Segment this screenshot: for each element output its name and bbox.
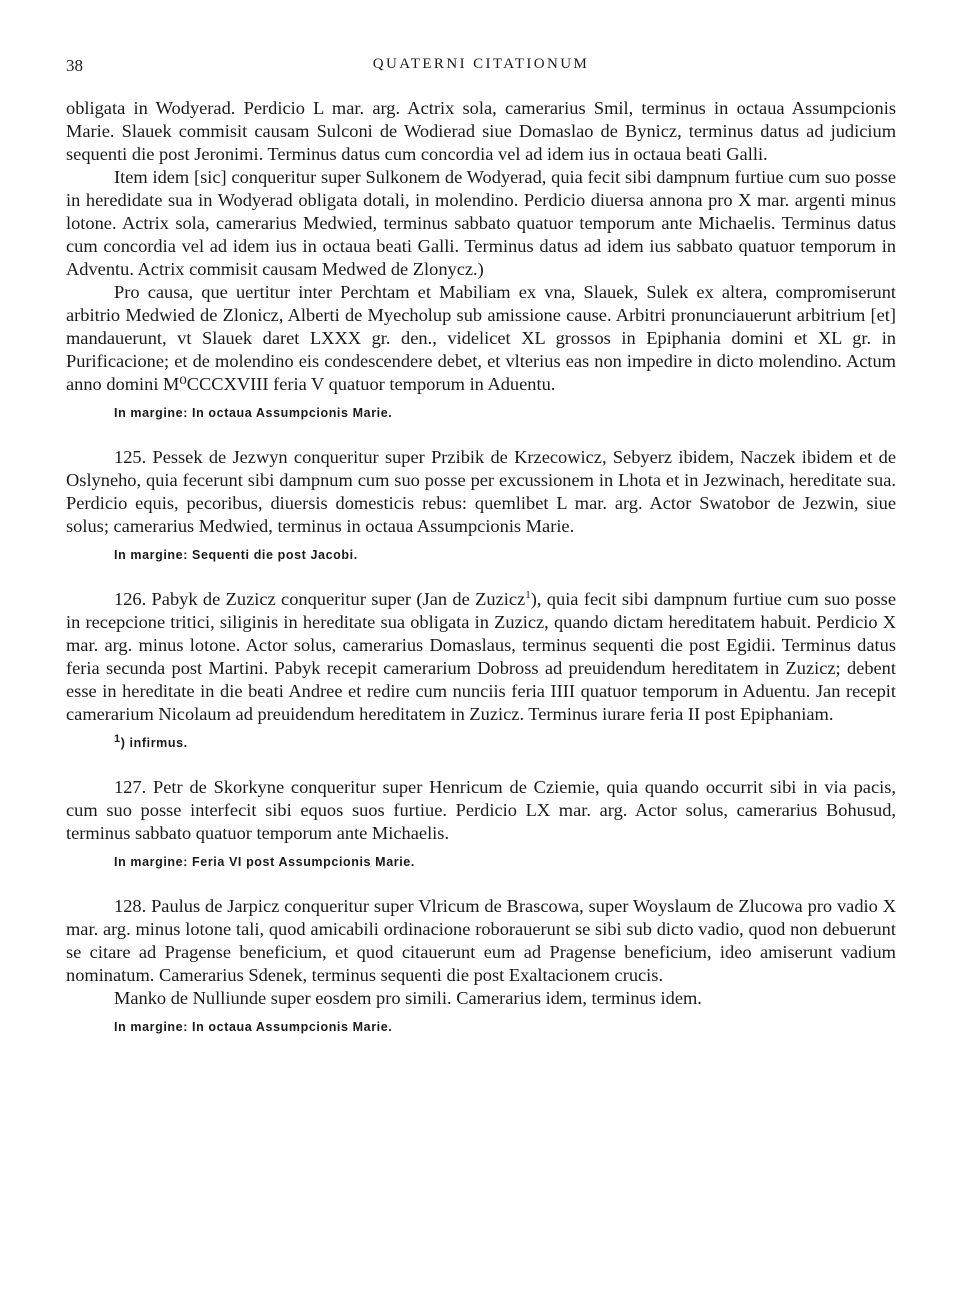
- page-number: 38: [66, 56, 83, 75]
- footnote-number: 1: [114, 732, 121, 745]
- paragraph: Manko de Nulliunde super eosdem pro simili. Camerarius idem, terminus idem.: [114, 988, 702, 1008]
- margin-note: In margine: In octaua Assumpcionis Marie.: [114, 406, 393, 420]
- entry-126: [66, 588, 896, 752]
- paragraph-text: ), quia fecit sibi dampnum furtiue cum suo posse in recepcione tritici, siliginis in hereditate sua obligata in Zuzicz, quando dictam hereditatem habuit. Perdicio X mar. arg. minus lotone. Actor solus, camerarius Domaslaus, terminus sequenti die post Egidii. Terminus datus feria secunda post Martini. Pabyk recepit camerarium Dobross ad preuidendum hereditatem in Zuzicz; debent esse in hereditate in die beati Andree et redire cum nunciis feria IIII quatuor temporum in Aduentu. Jan recepit camerarium Nicolaum ad preuidendum hereditatem in Zuzicz. Terminus iurare feria II post Epiphaniam.: [66, 589, 897, 724]
- paragraph: Item idem [sic] conqueritur super Sulkonem de Wodyerad, quia fecit sibi dampnum furtiue cum suo posse in heredidate sua in Wodyerad obligata dotali, in molendino. Perdicio diuersa annona pro X mar. argenti minus lotone. Actrix sola, camerarius Medwied, terminus sabbato quatuor temporum ante Michaelis. Terminus datus cum concordia vel ad idem ius in octaua beati Galli. Terminus datus ad idem ius sabbato quatuor temporum in Adventu. Actrix commisit causam Medwed de Zlonycz.): [66, 167, 896, 279]
- running-title: QUATERNI CITATIONUM: [372, 56, 590, 72]
- document-body: [66, 97, 896, 1036]
- footnote-text: ) infirmus.: [120, 736, 188, 750]
- margin-note: In margine: Sequenti die post Jacobi.: [114, 548, 358, 562]
- running-head: [66, 56, 896, 82]
- paragraph: Pro causa, que uertitur inter Perchtam et Mabiliam ex vna, Slauek, Sulek ex altera, compromiserunt arbitrio Medwied de Zlonicz, Alberti de Myecholup sub amissione cause. Arbitri pronunciauerunt arbitrium [et] mandauerunt, vt Slauek daret LXXX gr. den., videlicet XL grossos in Epiphania domini et XL gr. in Purificacione; et de molendino eis condescendere debet, et vlterius eas non impedire in dicto molendino. Actum anno domini M⁰CCCXVIII feria V quatuor temporum in Aduentu.: [66, 282, 896, 394]
- entry-128: [66, 895, 896, 1036]
- margin-note: In margine: Feria VI post Assumpcionis Marie.: [114, 855, 415, 869]
- entry-125: [66, 446, 896, 564]
- paragraph-text: 126. Pabyk de Zuzicz conqueritur super (Jan de Zuzicz: [114, 589, 526, 609]
- paragraph: obligata in Wodyerad. Perdicio L mar. arg. Actrix sola, camerarius Smil, terminus in octaua Assumpcionis Marie. Slauek commisit causam Sulconi de Wodierad siue Domaslao de Bynicz, terminus datus ad judicium sequenti die post Jeronimi. Terminus datus cum concordia vel ad idem ius in octaua beati Galli.: [66, 98, 896, 164]
- footnote: [114, 734, 896, 752]
- paragraph: [66, 588, 896, 726]
- entry-continued: [66, 97, 896, 422]
- paragraph: 125. Pessek de Jezwyn conqueritur super Przibik de Krzecowicz, Sebyerz ibidem, Naczek ibidem et de Oslyneho, quia fecerunt sibi dampnum cum suo posse per excussionem in Lhota et in Jezwinach, hereditate sua. Perdicio equis, pecoribus, diuersis domesticis rebus: quemlibet L mar. arg. Actor Swatobor de Jezwin, siue solus; camerarius Medwied, terminus in octaua Assumpcionis Marie.: [66, 447, 896, 536]
- paragraph: 127. Petr de Skorkyne conqueritur super Henricum de Cziemie, quia quando occurrit sibi in via pacis, cum suo posse interfecit sibi equos suos furtiue. Perdicio LX mar. arg. Actor solus, camerarius Bohusud, terminus sabbato quatuor temporum ante Michaelis.: [66, 777, 896, 843]
- footnote-reference: 1: [525, 588, 531, 601]
- margin-note: In margine: In octaua Assumpcionis Marie.: [114, 1020, 393, 1034]
- paragraph: 128. Paulus de Jarpicz conqueritur super Vlricum de Brascowa, super Woyslaum de Zlucowa pro vadio X mar. arg. minus lotone tali, quod amicabili ordinacione roborauerunt se sibi sub dicto vadio, quod non debuerunt se citare ad Pragense beneficium, et quod citauerunt eum ad Pragense beneficium, ideo amiserunt vadium nominatum. Camerarius Sdenek, terminus sequenti die post Exaltacionem crucis.: [66, 896, 896, 985]
- entry-127: [66, 776, 896, 871]
